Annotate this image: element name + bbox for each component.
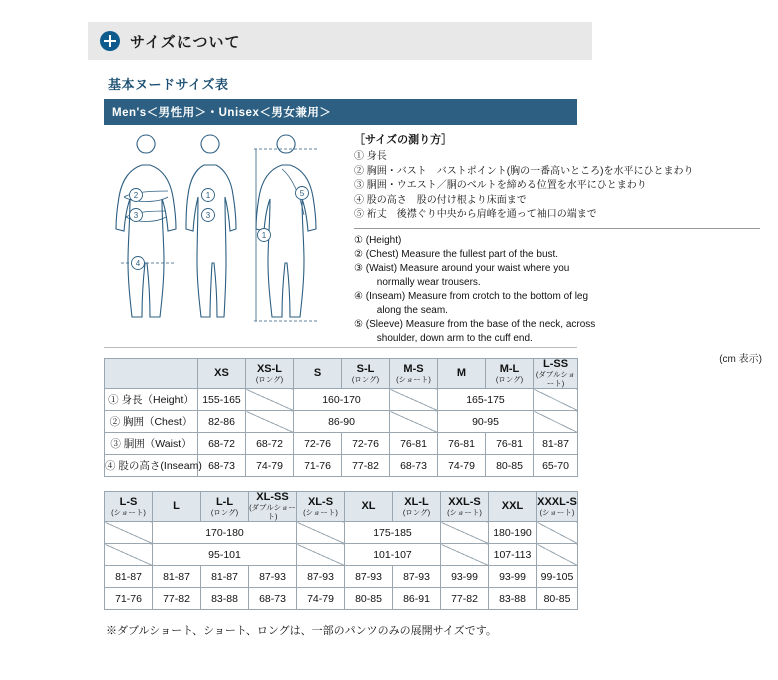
table-cell: 68-73 bbox=[198, 455, 246, 477]
section-subtitle-bar: Men's＜男性用＞・Unisex＜男女兼用＞ bbox=[104, 99, 577, 125]
svg-text:4: 4 bbox=[135, 259, 141, 268]
table-cell: 93-99 bbox=[441, 566, 489, 588]
body-figures-illustration bbox=[104, 135, 344, 335]
table-column-header: S-L (ロング) bbox=[342, 359, 390, 389]
list-item: ③ 胴囲・ウエスト／胴のベルトを締める位置を水平にひとまわり bbox=[354, 180, 647, 191]
list-item: ⑤ 裄丈 後襟ぐり中央から肩峰を通って袖口の端まで bbox=[354, 209, 597, 220]
table-cell: 95-101 bbox=[153, 544, 297, 566]
table-cell: 170-180 bbox=[153, 522, 297, 544]
table-cell: 160-170 bbox=[294, 389, 390, 411]
list-item: ④ (Inseam) Measure from crotch to the bottom of leg bbox=[354, 290, 589, 302]
table-cell: 82-86 bbox=[198, 411, 246, 433]
table-cell: 68-72 bbox=[246, 433, 294, 455]
table-column-header: L-S (ショート) bbox=[105, 492, 153, 522]
table-cell: 81-87 bbox=[534, 433, 578, 455]
table-2-head bbox=[105, 492, 578, 522]
table-row-label: ④ 股の高さ(Inseam) bbox=[105, 455, 198, 477]
section-title: 基本ヌードサイズ表 bbox=[108, 77, 229, 92]
size-table-2 bbox=[104, 491, 578, 610]
table-cell: 76-81 bbox=[486, 433, 534, 455]
list-item: ③ (Waist) Measure around your waist where you bbox=[354, 262, 570, 274]
table-column-header: S bbox=[294, 359, 342, 389]
table-column-header: XXL-S (ショート) bbox=[441, 492, 489, 522]
plus-circle-icon bbox=[100, 31, 120, 51]
table-row bbox=[105, 588, 578, 610]
size-table-1-wrapper bbox=[104, 358, 577, 477]
table-column-header: XL bbox=[345, 492, 393, 522]
measurement-instructions bbox=[354, 131, 778, 365]
table-cell: 68-73 bbox=[390, 455, 438, 477]
table-cell: 77-82 bbox=[342, 455, 390, 477]
table-cell: 87-93 bbox=[345, 566, 393, 588]
table-cell: 76-81 bbox=[438, 433, 486, 455]
table-cell: 72-76 bbox=[294, 433, 342, 455]
table-cell: 107-113 bbox=[489, 544, 537, 566]
table-cell: 74-79 bbox=[438, 455, 486, 477]
table-row-label: ① 身長（Height） bbox=[105, 389, 198, 411]
table-column-header: XXXL-S (ショート) bbox=[537, 492, 578, 522]
table-2-body bbox=[105, 522, 578, 610]
table-row-label: ② 胸囲（Chest） bbox=[105, 411, 198, 433]
table-cell: 99-105 bbox=[537, 566, 578, 588]
table-cell bbox=[537, 522, 578, 544]
table-cell: 68-73 bbox=[249, 588, 297, 610]
table-cell: 81-87 bbox=[105, 566, 153, 588]
instructions-jp-list bbox=[354, 150, 778, 223]
table-row bbox=[105, 522, 578, 544]
table-cell bbox=[297, 522, 345, 544]
table-cell: 80-85 bbox=[345, 588, 393, 610]
table-column-header: XS-L (ロング) bbox=[246, 359, 294, 389]
size-table-1 bbox=[104, 358, 578, 477]
table-cell: 83-88 bbox=[201, 588, 249, 610]
table-column-header bbox=[105, 359, 198, 389]
svg-text:1: 1 bbox=[205, 191, 211, 200]
svg-text:3: 3 bbox=[205, 211, 211, 220]
table-cell: 81-87 bbox=[201, 566, 249, 588]
list-item: shoulder, down arm to the cuff end. bbox=[354, 332, 533, 344]
table-cell bbox=[105, 522, 153, 544]
table-row bbox=[105, 411, 578, 433]
table-cell: 87-93 bbox=[393, 566, 441, 588]
svg-text:5: 5 bbox=[299, 189, 305, 198]
table-cell: 86-91 bbox=[393, 588, 441, 610]
divider bbox=[354, 228, 760, 229]
table-cell: 74-79 bbox=[297, 588, 345, 610]
list-item: ① (Height) bbox=[354, 234, 402, 246]
table-cell: 74-79 bbox=[246, 455, 294, 477]
table-column-header: XS bbox=[198, 359, 246, 389]
table-column-header: L-SS (ダブルショート) bbox=[534, 359, 578, 389]
table-cell bbox=[390, 411, 438, 433]
table-cell bbox=[246, 411, 294, 433]
table-column-header: XL-L (ロング) bbox=[393, 492, 441, 522]
page-title: サイズについて bbox=[130, 33, 241, 51]
table-header-row bbox=[105, 492, 578, 522]
table-cell bbox=[534, 389, 578, 411]
table-column-header: M bbox=[438, 359, 486, 389]
table-column-header: M-L (ロング) bbox=[486, 359, 534, 389]
table-cell: 80-85 bbox=[486, 455, 534, 477]
table-cell: 175-185 bbox=[345, 522, 441, 544]
table-cell bbox=[390, 389, 438, 411]
table-row-label: ③ 胴囲（Waist） bbox=[105, 433, 198, 455]
table-cell: 80-85 bbox=[537, 588, 578, 610]
table-cell: 155-165 bbox=[198, 389, 246, 411]
table-cell: 90-95 bbox=[438, 411, 534, 433]
svg-text:2: 2 bbox=[133, 191, 139, 200]
table-cell: 86-90 bbox=[294, 411, 390, 433]
list-item: ⑤ (Sleeve) Measure from the base of the neck, across bbox=[354, 318, 596, 330]
table-cell: 77-82 bbox=[153, 588, 201, 610]
table-column-header: XL-S (ショート) bbox=[297, 492, 345, 522]
table-cell: 87-93 bbox=[249, 566, 297, 588]
table-cell: 68-72 bbox=[198, 433, 246, 455]
table-cell bbox=[441, 522, 489, 544]
table-1-body bbox=[105, 389, 578, 477]
instructions-en-list bbox=[354, 234, 778, 346]
table-cell: 93-99 bbox=[489, 566, 537, 588]
table-cell: 65-70 bbox=[534, 455, 578, 477]
table-cell bbox=[534, 411, 578, 433]
svg-text:1: 1 bbox=[261, 231, 267, 240]
list-item: ② (Chest) Measure the fullest part of the bust. bbox=[354, 248, 559, 260]
list-item: normally wear trousers. bbox=[354, 276, 481, 288]
table-column-header: L-L (ロング) bbox=[201, 492, 249, 522]
table-cell: 71-76 bbox=[105, 588, 153, 610]
svg-text:3: 3 bbox=[133, 211, 139, 220]
page-header bbox=[88, 22, 592, 60]
list-item: ④ 股の高さ 股の付け根より床面まで bbox=[354, 194, 527, 206]
table-row bbox=[105, 566, 578, 588]
measurement-block bbox=[104, 125, 762, 365]
table-cell: 83-88 bbox=[489, 588, 537, 610]
list-item: along the seam. bbox=[354, 304, 448, 316]
table-column-header: XL-SS (ダブルショート) bbox=[249, 491, 296, 521]
table-cell: 76-81 bbox=[390, 433, 438, 455]
footnote: ※ダブルショート、ショート、ロングは、一部のパンツのみの展開サイズです。 bbox=[106, 625, 497, 637]
table-cell bbox=[297, 544, 345, 566]
table-column-header: M-S (ショート) bbox=[390, 359, 438, 389]
table-cell: 71-76 bbox=[294, 455, 342, 477]
table-row bbox=[105, 433, 578, 455]
table-row bbox=[105, 544, 578, 566]
table-cell: 180-190 bbox=[489, 522, 537, 544]
table-row bbox=[105, 455, 578, 477]
table-cell bbox=[105, 544, 153, 566]
table-cell: 87-93 bbox=[297, 566, 345, 588]
table-cell: 101-107 bbox=[345, 544, 441, 566]
table-cell: 81-87 bbox=[153, 566, 201, 588]
table-cell: 77-82 bbox=[441, 588, 489, 610]
size-table-2-wrapper bbox=[104, 491, 577, 610]
instructions-title: ［サイズの測り方］ bbox=[354, 134, 453, 146]
table-column-header: XXL bbox=[489, 492, 537, 522]
table-cell: 72-76 bbox=[342, 433, 390, 455]
list-item: ① 身長 bbox=[354, 151, 387, 162]
table-cell bbox=[246, 389, 294, 411]
table-row bbox=[105, 389, 578, 411]
unit-note: (cm 表示) bbox=[719, 353, 762, 365]
table-cell bbox=[537, 544, 578, 566]
list-item: ② 胸囲・バスト バストポイント(胸の一番高いところ)を水平にひとまわり bbox=[354, 165, 694, 177]
table-cell bbox=[441, 544, 489, 566]
table-cell: 165-175 bbox=[438, 389, 534, 411]
content-area bbox=[104, 68, 762, 638]
table-column-header: L bbox=[153, 492, 201, 522]
